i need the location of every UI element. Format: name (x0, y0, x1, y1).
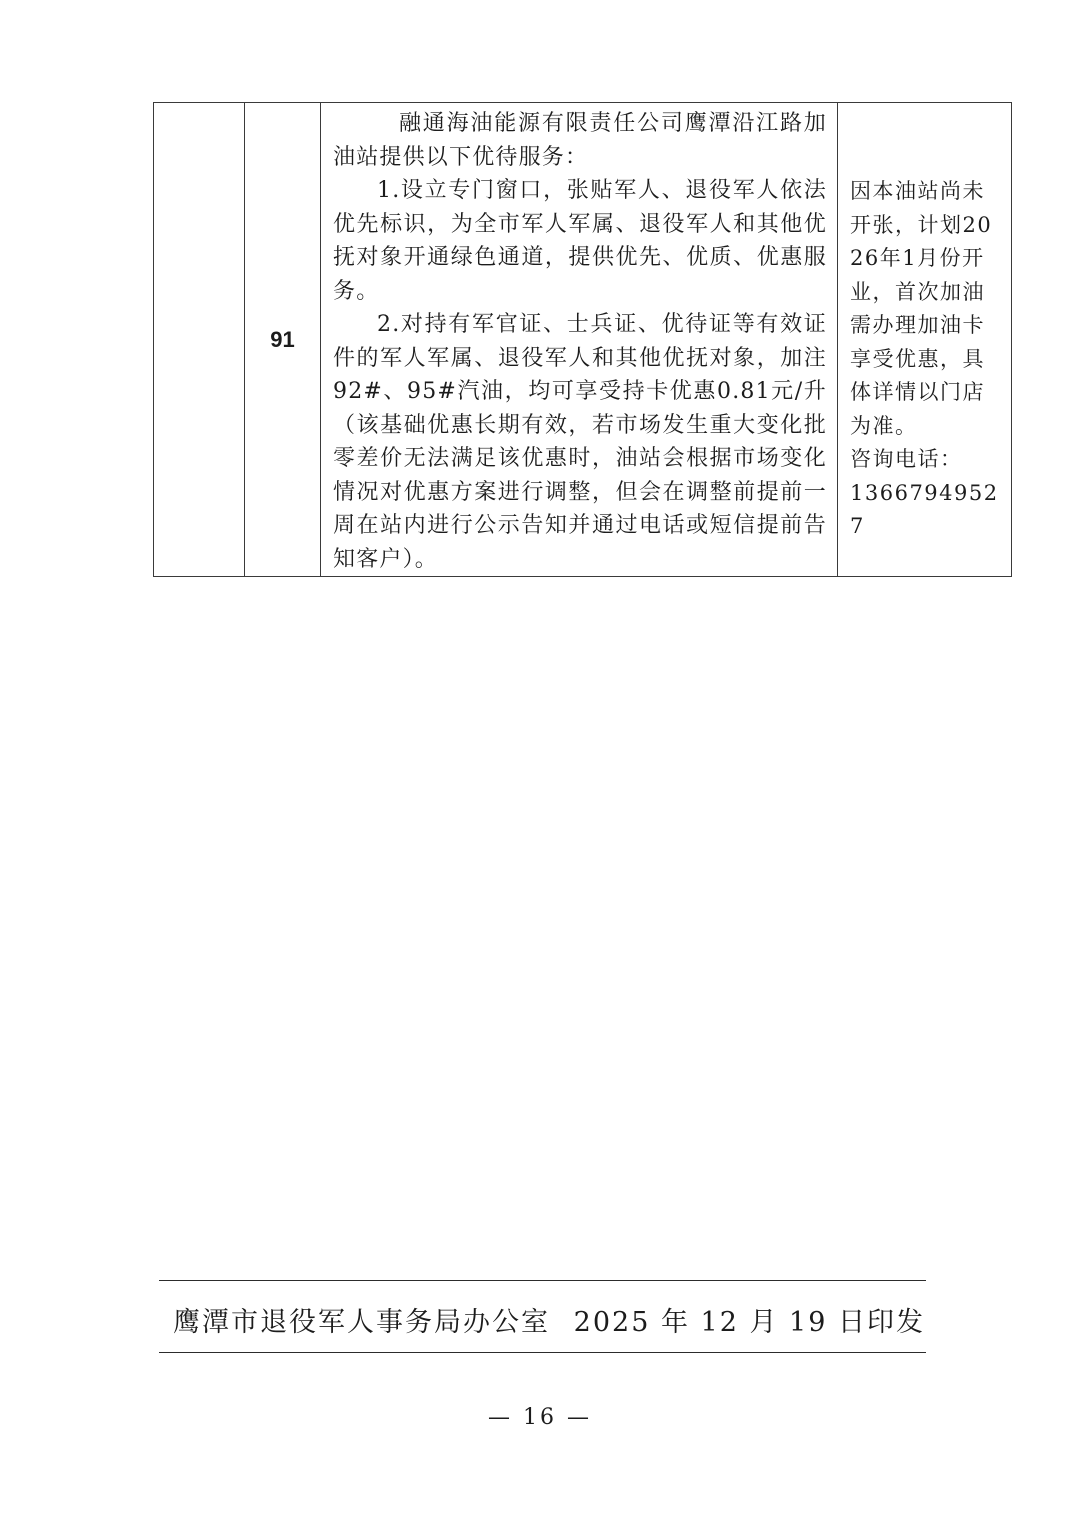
footer-bottom-rule (159, 1352, 926, 1353)
benefits-table (153, 102, 1012, 577)
issue-date: 2025 年 12 月 19 日印发 (573, 1307, 925, 1338)
footer-top-rule (159, 1280, 926, 1281)
service-description-cell (321, 103, 838, 577)
service-item-2: 2.对持有军官证、士兵证、优待证等有效证件的军人军属、退役军人和其他优抚对象，加注92#、95#汽油，均可享受持卡优惠0.81元/升（该基础优惠长期有效，若市场发生重大变化批零差价无法满足该优惠时，油站会根据市场变化情况对优惠方案进行调整，但会在调整前提前一周在站内进行公示告知并通过电话或短信提前告知客户）。 (333, 312, 827, 572)
page-number: — 16 — (488, 1405, 592, 1430)
empty-cell (154, 103, 245, 577)
service-item-1: 1.设立专门窗口，张贴军人、退役军人依法优先标识，为全市军人军属、退役军人和其他优抚对象开通绿色通道，提供优先、优质、优惠服务。 (333, 178, 827, 304)
phone-number: 13667949527 (850, 480, 999, 538)
service-intro: 融通海油能源有限责任公司鹰潭沿江路加油站提供以下优待服务： (333, 111, 827, 170)
remarks-text: 因本油站尚未开张，计划2026年1月份开业，首次加油需办理加油卡享受优惠，具体详情以门店为准。 (850, 179, 993, 438)
issuing-organization: 鹰潭市退役军人事务局办公室 (173, 1307, 550, 1338)
remarks-cell (838, 103, 1012, 577)
phone-label: 咨询电话： (850, 447, 963, 471)
row-number: 91 (245, 103, 321, 577)
table-row (154, 103, 1012, 577)
